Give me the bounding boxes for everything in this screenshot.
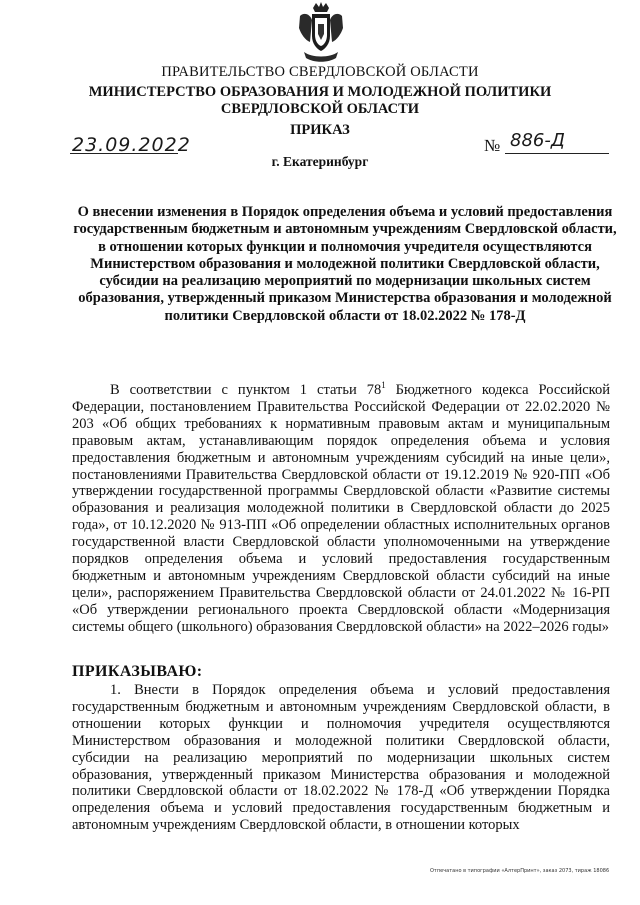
order-item-1: 1. Внести в Порядок определения объема и условий предоставления государственным бюджетным и автономным учреждениям Свердловской области, в отношении которых функции и полномочия учредителя осуществляются Министерством образования и молодежной политики Свердловской области, субсидии на реализацию мероприятий по модернизации школьных систем образования, утвержденный приказом Министерства образования и молодежной политики Свердловской области от 18.02.2022 № 178-Д «Об утверждении Порядка определения объема и условий предоставления государственным бюджетным и автономным учреждениям Свердловской области, в отношении которых — [72, 682, 610, 834]
preamble-text-rest: Бюджетного кодекса Российской Федерации, постановлением Правительства Российской Федерации от 22.02.2020 № 203 «Об общих требованиях к нормативным правовым актам и муниципальным правовым актам, устанавливающим порядок определения объема и условия предоставления бюджетным и автономным учреждениям субсидий на иные цели», постановлениями Правительства Свердловской области от 19.12.2019 № 920-ПП «Об утверждении государственной программы Свердловской области «Развитие системы образования и реализация молодежной политики в Свердловской области до 2025 года», от 10.12.2020 № 913-ПП «Об определении областных исполнительных органов государственной власти Свердловской области уполномоченными на утверждение порядков определения объема и условий предоставления государственным бюджетным и автономным учреждениям Свердловской области субсидий на иные цели», распоряжением Правительства Свердловской области от 24.01.2022 № 16-РП «Об утверждении регионального проекта Свердловской области «Модернизация системы общего (школьного) образования Свердловской области» на 2022–2026 годы» — [72, 382, 611, 635]
print-footer: Отпечатано в типографии «АлтерПринт», заказ 2073, тираж 18086 — [430, 868, 610, 874]
preamble-text-start: В соответствии с пунктом 1 статьи 78 — [110, 382, 382, 398]
order-number: 886-Д — [510, 130, 565, 151]
city: г. Екатеринбург — [271, 154, 369, 169]
coat-of-arms-icon — [296, 2, 346, 64]
preamble-paragraph — [72, 382, 610, 636]
article-superscript: 1 — [381, 380, 386, 391]
order-date: 23.09.2022 — [72, 134, 191, 156]
order-subject: О внесении изменения в Порядок определения объема и условий предоставления государственным бюджетным и автономным учреждениям Свердловской области, в отношении которых функции и полномочия учредителя осуществляются Министерством образования и молодежной политики Свердловской области, субсидии на реализацию мероприятий по модернизации школьных систем образования, утвержденный приказом Министерства образования и молодежной политики Свердловской области от 18.02.2022 № 178-Д — [73, 204, 617, 324]
document-type: ПРИКАЗ — [290, 122, 350, 138]
government-title: ПРАВИТЕЛЬСТВО СВЕРДЛОВСКОЙ ОБЛАСТИ — [161, 64, 479, 80]
ministry-title — [0, 84, 640, 118]
order-heading: ПРИКАЗЫВАЮ: — [72, 663, 203, 680]
number-sign: № — [484, 136, 501, 155]
ministry-title-line2: СВЕРДЛОВСКОЙ ОБЛАСТИ — [220, 101, 420, 117]
ministry-title-line1: МИНИСТЕРСТВО ОБРАЗОВАНИЯ И МОЛОДЕЖНОЙ ПОЛИТИКИ — [88, 84, 552, 100]
